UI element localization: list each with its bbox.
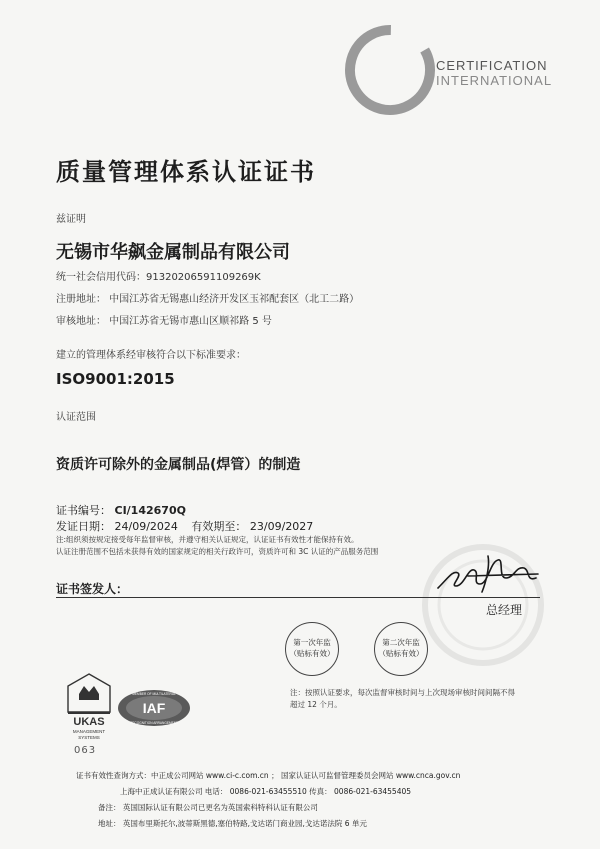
audit-address: 审核地址： 中国江苏省无锡市惠山区顺祁路 5 号 — [56, 316, 272, 327]
certification-scope: 资质许可除外的金属制品(焊管）的制造 — [56, 457, 301, 473]
certificate-title: 质量管理体系认证证书 — [56, 158, 316, 186]
iaf-top-text: MEMBER OF MULTILATERAL — [132, 692, 176, 696]
annual-audit-stamp-2 — [374, 622, 428, 676]
issue-date: 24/09/2024 — [114, 520, 178, 533]
valid-date: 23/09/2027 — [249, 520, 314, 533]
stamp-2-line1: 第二次年监 — [382, 638, 420, 647]
company-name: 无锡市华飙金属制品有限公司 — [56, 242, 290, 263]
brand-line2: INTERNATIONAL — [436, 73, 553, 88]
footer-remark: 备注： 英国国际认证有限公司已更名为英国索科特科认证有限公司 — [98, 803, 318, 812]
certificate-number-row — [56, 502, 186, 518]
scope-label: 认证范围 — [56, 412, 96, 423]
stamp-2-line2: （贴标有效） — [378, 649, 424, 658]
registered-address: 注册地址： 中国江苏省无锡惠山经济开发区玉祁配套区（北工二路） — [56, 294, 360, 305]
issue-label: 发证日期： — [56, 520, 111, 533]
brand-line1: CERTIFICATION — [436, 58, 548, 73]
ukas-logo-icon — [64, 672, 114, 742]
stamp-1-line2: （贴标有效） — [289, 649, 335, 658]
iaf-logo-icon — [116, 688, 192, 728]
brand-name — [436, 58, 552, 88]
footer-verification: 证书有效性查询方式：中正成公司网站 www.ci-c.com.cn ； 国家认证认可监督管理委员会网站 www.cnca.gov.cn — [76, 771, 461, 780]
validity-note-2: 认证注册范围不包括未获得有效的国家规定的相关行政许可，资质许可和 3C 认证的产品服务范围 — [56, 547, 379, 556]
ukas-number: 063 — [74, 745, 97, 756]
cert-no-value: CI/142670Q — [114, 504, 186, 517]
iaf-bottom-text: RECOGNITION ARRANGEMENT — [130, 721, 178, 725]
iaf-text: IAF — [142, 700, 166, 716]
certification-international-logo-icon — [342, 22, 438, 118]
date-row — [56, 518, 313, 534]
stamp-1-line1: 第一次年监 — [293, 638, 331, 647]
ukas-text: UKAS — [73, 716, 105, 728]
footer-address: 地址： 英国布里斯托尔,波蒂斯黑德,塞伯特路,戈达诺门商业园,戈达诺法院 6 单元 — [98, 819, 367, 828]
signer-label: 证书签发人： — [56, 582, 129, 596]
stamp-note-2: 超过 12 个月。 — [290, 700, 342, 709]
standard-name: ISO9001:2015 — [56, 370, 175, 388]
validity-note-1: 注:组织须按规定接受每年监督审核，并遵守相关认证规定，认证证书有效性才能保持有效。 — [56, 535, 359, 544]
certify-label: 兹证明 — [56, 214, 86, 225]
general-manager-label: 总经理 — [486, 603, 523, 617]
cert-no-label: 证书编号： — [56, 504, 111, 517]
stamp-note-1: 注：按照认证要求，每次监督审核时间与上次现场审核时间间隔不得 — [290, 688, 515, 697]
ukas-sub1: MANAGEMENT — [72, 729, 106, 734]
annual-audit-stamp-1 — [285, 622, 339, 676]
credit-code: 统一社会信用代码：91320206591109269K — [56, 272, 261, 283]
signature-line — [56, 597, 540, 598]
signature-icon — [428, 548, 548, 598]
compliance-statement: 建立的管理体系经审核符合以下标准要求： — [56, 350, 246, 361]
footer-contact: 上海中正成认证有限公司 电话： 0086-021-63455510 传真： 0086-021-63455405 — [120, 787, 412, 796]
valid-label: 有效期至： — [191, 520, 247, 533]
ukas-sub2: SYSTEMS — [78, 735, 100, 740]
